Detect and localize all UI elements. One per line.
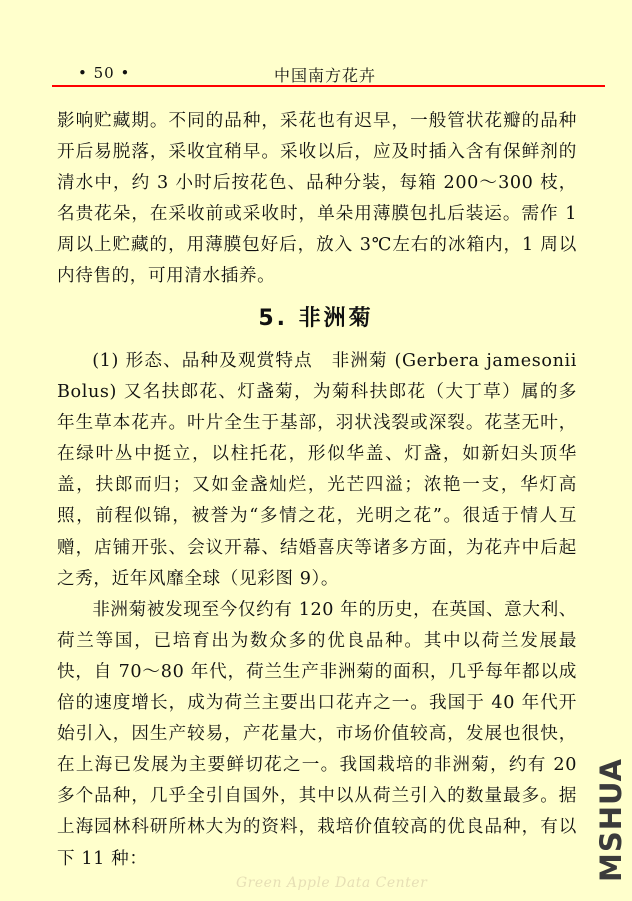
section-paragraph-2: 非洲菊被发现至今仅约有 120 年的历史，在英国、意大利、荷兰等国，已培育出为数众多的优良品种。其中以荷兰发展最快，自 70～80 年代，荷兰生产非洲菊的面积，几乎每年都以成倍的速度增长，成为荷兰主要出口花卉之一。我国于 40 年代开始引入，因生产较易，产花量大，市场价值较高，发展也很快，在上海已发展为主要鲜切花之一。我国栽培的非洲菊，约有 20 多个品种，几乎全引自国外，其中以从荷兰引入的数量最多。据上海园林科研所林大为的资料，栽培价值较高的优良品种，有以下 11 种： [57, 599, 577, 869]
intro-paragraph: 影响贮藏期。不同的品种，采花也有迟早，一般管状花瓣的品种开后易脱落，采收宜稍早。采收以后，应及时插入含有保鲜剂的清水中，约 3 小时后按花色、品种分装，每箱 200～300 枝，名贵花朵，在采收前或采收时，单朵用薄膜包扎后装运。需作 1 周以上贮藏的，用薄膜包好后，放入 3℃左右的冰箱内，1 周以内待售的，可用清水插养。 [57, 111, 577, 287]
intro-text-block [57, 106, 577, 293]
page-number: • 50 • [78, 64, 131, 82]
running-title: 中国南方花卉 [274, 66, 377, 85]
header-rule [52, 85, 605, 87]
bottom-watermark: Green Apple Data Center [236, 875, 428, 891]
side-watermark: MSHUA [594, 757, 628, 882]
section-paragraph-1: (1) 形态、品种及观赏特点 非洲菊 (Gerbera jamesonii Bolus) 又名扶郎花、灯盏菊，为菊科扶郎花（大丁草）属的多年生草本花卉。叶片全生于基部，羽状浅裂或深裂。花茎无叶，在绿叶丛中挺立，以柱托花，形似华盖、灯盏，如新妇头顶华盖，扶郎而归；又如金盏灿烂，光芒四溢；浓艳一支，华灯高照，前程似锦，被誉为“多情之花，光明之花”。很适于情人互赠，店铺开张、会议开幕、结婚喜庆等诸多方面，为花卉中后起之秀，近年风靡全球（见彩图 9）。 [57, 351, 577, 589]
page-header [52, 58, 602, 84]
section-heading: 5. 非洲菊 [258, 306, 374, 331]
section-text-block [57, 346, 577, 875]
